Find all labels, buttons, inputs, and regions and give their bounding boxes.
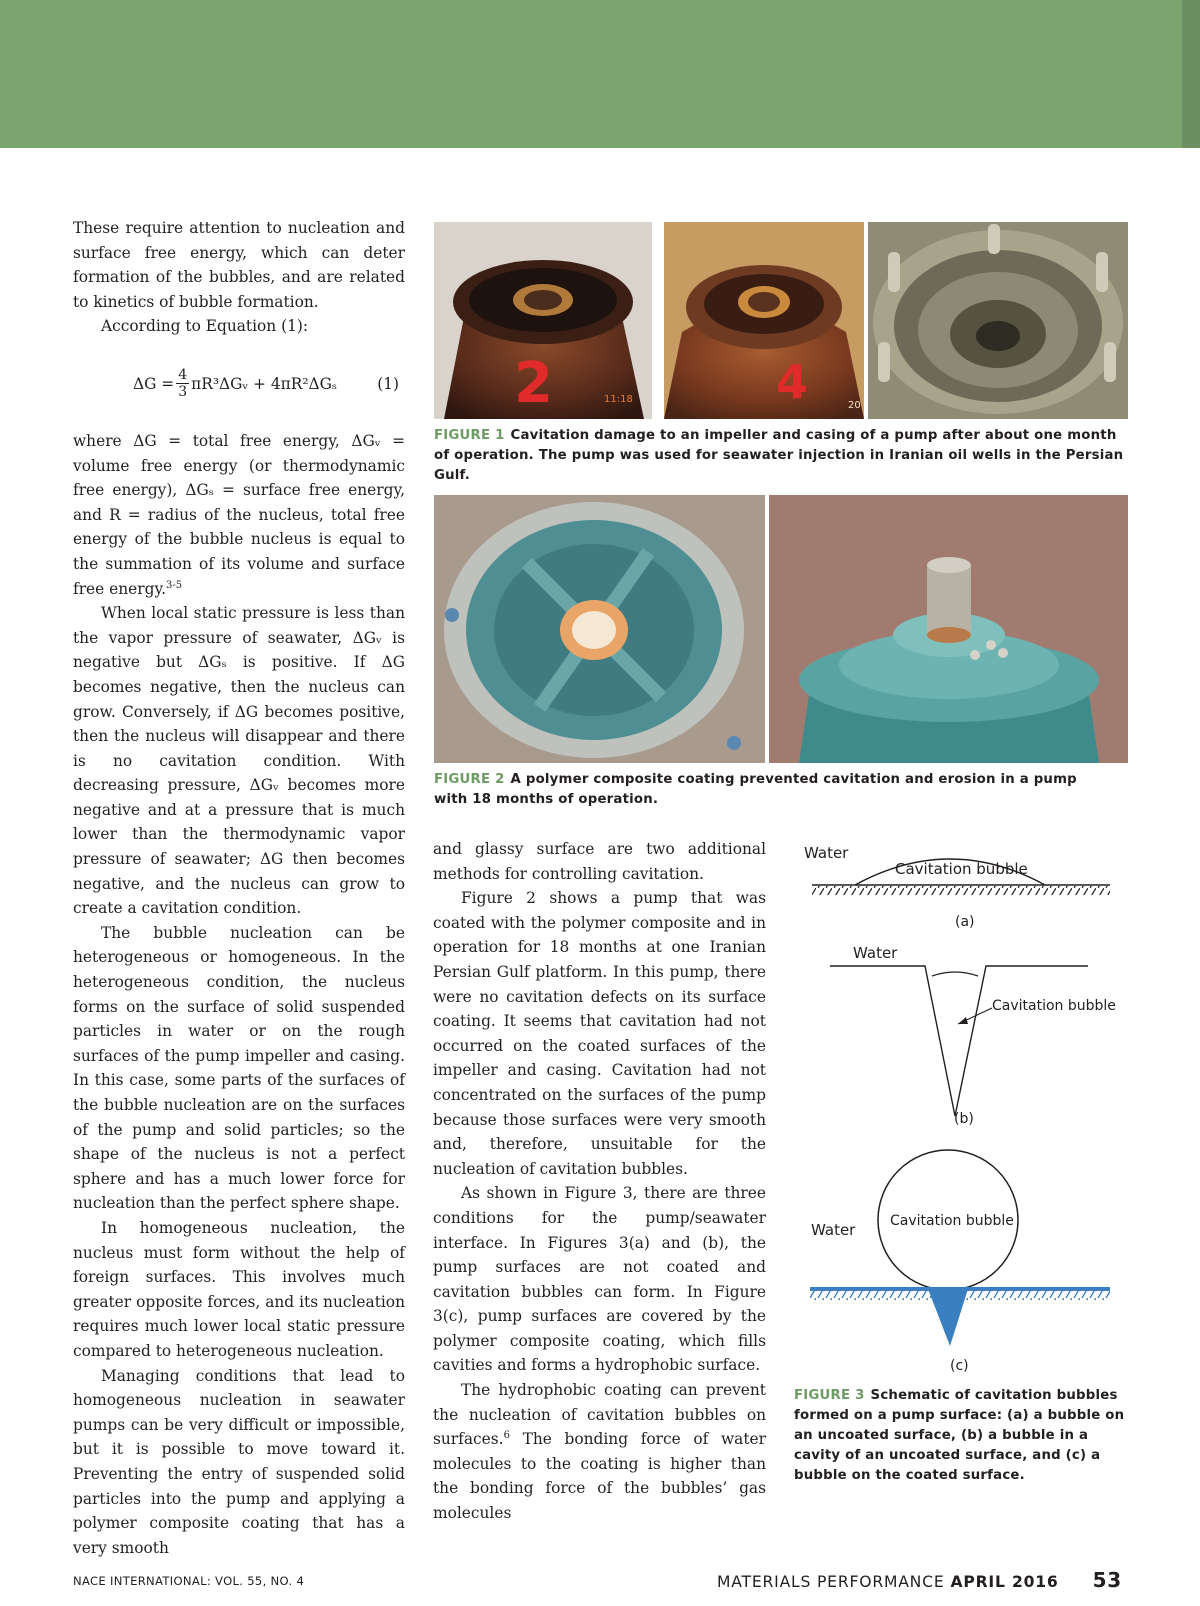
figure-caption-text: Schematic of cavitation bubbles formed on a pump surface: (a) a bubble on an uncoated surface, (b) a bubble in a cavity of an uncoated surface, and (c) a bubble on the coated surface. <box>794 1388 1125 1483</box>
water-label: Water <box>811 1221 856 1239</box>
footer-organization: NACE INTERNATIONAL: <box>73 1574 212 1588</box>
paragraph: Managing conditions that lead to homogeneous nucleation in seawater pumps can be very difficult or impossible, but it is possible to move toward it. Preventing the entry of suspended solid particles into the pump and applying a polymer composite coating that has a very smooth <box>73 1366 405 1557</box>
panel-label: (a) <box>955 914 975 930</box>
equation-fraction <box>176 367 189 400</box>
reference-superscript: 6 <box>503 1430 510 1442</box>
figure1-photo-casing <box>868 222 1128 419</box>
paragraph: These require attention to nucleation and surface free energy, which can deter formation of the bubbles, and are related to kinetics of bubble formation. <box>73 219 405 311</box>
paragraph: As shown in Figure 3, there are three conditions for the pump/seawater interface. In Figures 3(a) and (b), the pump surfaces are not coated and cavitation bubbles can form. In Figure 3(c), pump surfaces are covered by the polymer composite coating, which fills cavities and forms a hydrophobic surface. <box>433 1184 766 1375</box>
paragraph: According to Equation (1): <box>101 317 309 336</box>
paragraph-text: The bonding force of water molecules to the coating is higher than the bonding force of the bubbles’ gas molecules <box>433 1430 766 1523</box>
paragraph-text: The hydrophobic coating can prevent the nucleation of cavitation bubbles on surfaces. <box>433 1381 766 1449</box>
paragraph: The bubble nucleation can be heterogeneous or homogeneous. In the heterogeneous condition, the nucleus forms on the surface of solid suspended particles in water or on the rough surfaces of the pump impeller and casing. In this case, some parts of the surfaces of the bubble nucleation are on the surfaces of the pump and solid particles; so the shape of the nucleus is not a perfect sphere and has a much lower force for nucleation than the perfect sphere shape. <box>73 923 405 1213</box>
photo-timestamp: 20 <box>848 400 861 411</box>
footer-journal-info <box>73 1574 304 1588</box>
equation-rhs: πR³ΔGᵥ + 4πR²ΔGₛ <box>191 374 338 393</box>
page-number: 53 <box>1092 1568 1122 1592</box>
footer-issue: APRIL 2016 <box>950 1573 1059 1591</box>
footer-magazine-info <box>717 1568 1122 1592</box>
paragraph <box>73 429 405 601</box>
figure-label: FIGURE 2 <box>434 772 505 787</box>
figure3-panel-b <box>830 944 1116 1127</box>
reference-superscript: 3-5 <box>166 579 183 591</box>
header-banner <box>0 0 1200 148</box>
footer-volume: VOL. 55, NO. 4 <box>211 1574 305 1588</box>
equation-1 <box>73 339 405 429</box>
equation-lhs: ΔG = <box>133 374 175 393</box>
photo-timestamp: 11:18 <box>604 394 633 405</box>
left-text-column <box>73 216 405 1560</box>
bubble-label: Cavitation bubble <box>992 998 1116 1014</box>
footer-magazine: MATERIALS PERFORMANCE <box>717 1573 945 1591</box>
middle-text-column <box>433 837 766 1526</box>
paragraph <box>433 1378 766 1526</box>
figure1-caption <box>434 426 1134 486</box>
photo-marking-4: 4 <box>776 355 809 409</box>
panel-label: (b) <box>954 1111 974 1127</box>
paragraph: and glassy surface are two additional methods for controlling cavitation. <box>433 840 766 883</box>
paragraph: Figure 2 shows a pump that was coated with the polymer composite and in operation for 18 months at one Iranian Persian Gulf platform. In this pump, there were no cavitation defects on its surface coating. It seems that cavitation had not occurred on the coated surfaces of the impeller and casing. Cavitation had not concentrated on the surfaces of the pump because those surfaces were very smooth and, therefore, unsuitable for the nucleation of cavitation bubbles. <box>433 889 766 1178</box>
figure3-caption <box>794 1386 1134 1486</box>
figure-label: FIGURE 3 <box>794 1388 865 1403</box>
water-label: Water <box>853 944 898 962</box>
header-banner-edge <box>1182 0 1200 148</box>
figure1-photo-impeller-2 <box>434 222 652 419</box>
figure1-photo-impeller-4 <box>664 222 864 419</box>
paragraph: When local static pressure is less than the vapor pressure of seawater, ΔGᵥ is negative but ΔGₛ is positive. If ΔG becomes negative, then the nucleus can grow. Conversely, if ΔG becomes positive, then the nucleus will disappear and there is no cavitation condition. With decreasing pressure, ΔGᵥ becomes more negative and at a pressure that is much lower than the thermodynamic vapor pressure of seawater; ΔG then becomes negative, and the nucleus can grow to create a cavitation condition. <box>73 604 405 918</box>
figure2-caption <box>434 770 1094 810</box>
fraction-numerator: 4 <box>178 367 188 384</box>
figure3-diagram <box>800 838 1130 1388</box>
figure-label: FIGURE 1 <box>434 428 505 443</box>
photo-marking-2: 2 <box>514 351 553 416</box>
bubble-label: Cavitation bubble <box>895 860 1028 878</box>
fraction-denominator: 3 <box>178 384 188 401</box>
figure-caption-text: A polymer composite coating prevented cavitation and erosion in a pump with 18 months of operation. <box>434 772 1077 807</box>
figure-caption-text: Cavitation damage to an impeller and casing of a pump after about one month of operation. The pump was used for seawater injection in Iranian oil wells in the Persian Gulf. <box>434 428 1124 483</box>
bubble-label: Cavitation bubble <box>890 1213 1014 1229</box>
paragraph: In homogeneous nucleation, the nucleus must form without the help of foreign surfaces. This involves much greater opposite forces, and its nucleation requires much lower local static pressure compared to heterogeneous nucleation. <box>73 1218 405 1360</box>
water-label: Water <box>804 844 849 862</box>
figure3-panel-c <box>810 1150 1110 1374</box>
equation-number: (1) <box>377 374 399 393</box>
figure2-photo-casing-coated <box>434 495 765 763</box>
panel-label: (c) <box>950 1358 969 1374</box>
figure3-panel-a <box>804 844 1110 930</box>
figure2-photo-impeller-coated <box>769 495 1128 763</box>
paragraph-text: where ΔG = total free energy, ΔGᵥ = volume free energy (or thermodynamic free energy), ΔGₛ = surface free energy, and R = radius of the nucleus, total free energy of the bubble nucleus is equal to the summation of its volume and surface free energy. <box>73 431 405 598</box>
